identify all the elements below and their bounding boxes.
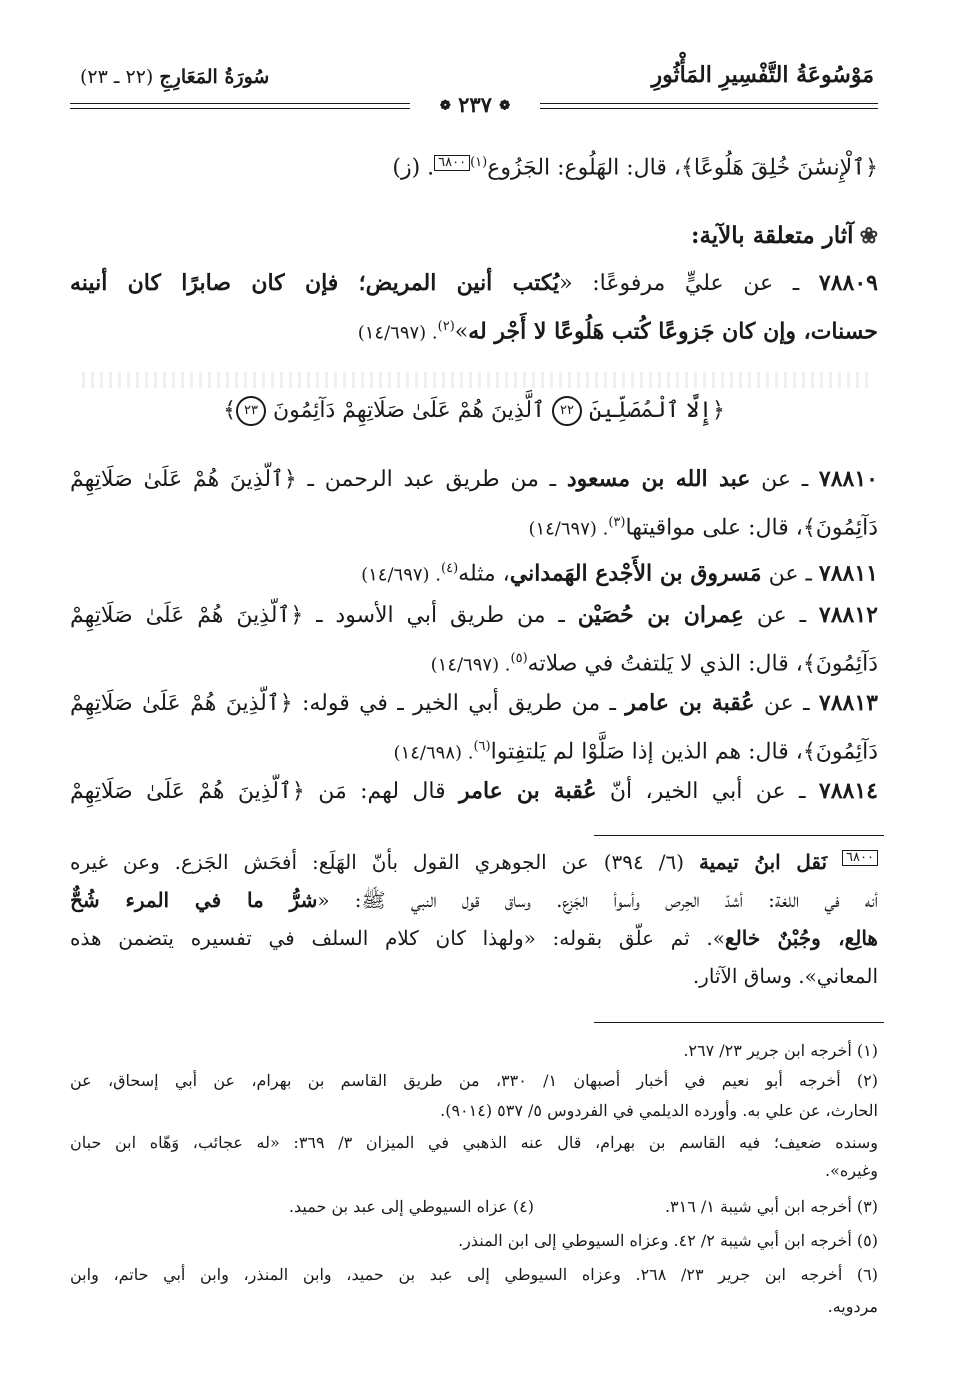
- footnote-3: (٣) أخرجه ابن أبي شيبة ١/ ٣١٦.: [664, 1197, 878, 1216]
- boxed-note-line1: [70, 846, 878, 879]
- section-heading: [691, 222, 878, 249]
- volume-reference: . (١٤/٦٩٧): [357, 322, 438, 344]
- entry-78813-line1: [70, 686, 878, 721]
- quran-verse: [70, 396, 878, 426]
- verse-number-marker: ٢٣: [236, 396, 266, 426]
- footnote-marker: (٦): [473, 739, 491, 754]
- entry-text: قال لهم: مَن ﴿ٱلَّذِينَ هُمْ عَلَىٰ صَلَاتِهِمْ: [70, 779, 460, 804]
- entry-78809-line1: [70, 266, 878, 301]
- entry-78810-line1: [70, 462, 878, 497]
- running-title-surah: [80, 66, 269, 88]
- narrator-name: عِمران بن حُصَيْن: [577, 602, 744, 628]
- entry-number: ٧٨٨١٣: [818, 690, 878, 716]
- narrator-name: عُقبة بن عامر: [625, 690, 755, 716]
- scan-noise: [82, 372, 872, 388]
- running-title-book: مَوْسُوعَةُ التَّفْسِيرِ المَأْثُورِ: [651, 62, 874, 88]
- footnote-4: (٤) عزاه السيوطي إلى عبد بن حميد.: [288, 1197, 534, 1216]
- footnote-6-line2: مردويه.: [827, 1297, 878, 1316]
- verse-text: ﴿إِلَّا ٱلْمُصَلِّينَ: [588, 398, 725, 423]
- ornament-icon: ❁: [439, 98, 451, 114]
- footnote-2-line4: وغيره».: [824, 1161, 878, 1180]
- entry-text: ـ عن عليٍّ مرفوعًا: «: [559, 271, 819, 296]
- footnote-marker: (٤): [441, 561, 459, 576]
- entry-text: ـ عن: [743, 603, 819, 628]
- boxed-note-line2: [70, 884, 878, 917]
- note-text: (٦/ ٣٩٤) عن الجوهري القول بأنّ الهَلَع: أفحَش الجَزع. وعن غيره: [70, 850, 699, 874]
- entry-78813-line2: [70, 730, 878, 770]
- entry-78812-line2: [70, 642, 878, 682]
- entry-text: ، مثله: [458, 561, 510, 587]
- entry-number: ٧٨٨٠٩: [818, 270, 878, 296]
- verse-range: (٢٢ ـ ٢٣): [80, 66, 154, 88]
- hadith-text: هالِع، وجُبْنٌ خالع: [725, 926, 878, 950]
- entry-text: دَآئِمُونَ﴾، قال: الذي لا يَلتفتُ في صلاته: [527, 651, 878, 677]
- entry-78811: [70, 552, 878, 592]
- page-number-value: ٢٣٧: [458, 92, 492, 117]
- entry-78814-line1: [70, 774, 878, 809]
- entry-text: ـ من طريق عبد الرحمن ـ ﴿ٱلَّذِينَ هُمْ عَلَىٰ صَلَاتِهِمْ: [70, 467, 567, 492]
- volume-reference: . (١٤/٦٩٨): [393, 742, 474, 764]
- surah-name: سُورَةُ المَعَارِجِ: [159, 66, 270, 88]
- entry-78809-line2: [70, 310, 878, 350]
- entry-78812-line1: [70, 598, 878, 633]
- narrator-name: عبد الله بن مسعود: [566, 466, 751, 492]
- volume-reference: . (١٤/٦٩٧): [430, 654, 511, 676]
- ornament-icon: ❁: [499, 98, 511, 114]
- entry-number: ٧٨٨١٤: [818, 778, 878, 804]
- note-box-number: ٦٨٠٠: [842, 850, 878, 866]
- footnote-marker: (١): [470, 155, 488, 170]
- page-number: [410, 90, 540, 120]
- footnote-marker: (٣): [608, 515, 626, 530]
- entry-text: ـ عن: [754, 691, 819, 716]
- boxed-note-line3: [70, 922, 878, 955]
- entry-number: ٧٨٨١١: [818, 560, 878, 587]
- entry-text: دَآئِمُونَ﴾، قال: على مواقيتها: [625, 515, 878, 541]
- hadith-text: حسنات، وإن كان جَزوعًا كُتب هَلُوعًا لا أَجْر له: [468, 318, 878, 345]
- entry-text: ـ من طريق أبي الأسود ـ ﴿ٱلَّذِينَ هُمْ عَلَىٰ صَلَاتِهِمْ: [70, 603, 578, 628]
- source-code: . (ز): [392, 155, 435, 181]
- scholar-name: نَقل ابنُ تيمية: [698, 850, 828, 874]
- entry-78810-line2: [70, 506, 878, 546]
- section-heading-text: آثار متعلقة بالآية:: [690, 222, 854, 249]
- hadith-text: يُكتب أنين المريض؛ فإن كان صابرًا كان أنينه: [70, 270, 560, 296]
- footnote-6-line1: (٦) أخرجه ابن جرير ٢٣/ ٢٦٨. وعزاه السيوطي إلى عبد بن حميد، وابن المنذر، وابن أبي حاتم، وابن: [70, 1265, 878, 1284]
- footnote-2-line2: الحارث، عن علي به. وأورده الديلمي في الفردوس ٥/ ٥٣٧ (٩٠١٤).: [440, 1101, 878, 1120]
- entry-text: ـ من طريق أبي الخير ـ في قوله: ﴿ٱلَّذِينَ هُمْ عَلَىٰ صَلَاتِهِمْ: [70, 691, 626, 716]
- note-text: ». ثم علّق بقوله: «ولهذا كان كلام السلف في تفسيره يتضمن هذه: [70, 926, 726, 950]
- boxed-note-line4: [70, 960, 878, 993]
- verse-close: ﴾: [223, 398, 236, 423]
- footnote-2-line1: (٢) أخرجه أبو نعيم في أخبار أصبهان ١/ ٣٣٠، من طريق القاسم بن بهرام، عن أبي إسحاق، عن: [70, 1071, 878, 1090]
- footnote-2-line3: وسنده ضعيف؛ فيه القاسم بن بهرام، قال عنه الذهبي في الميزان ٣/ ٣٦٩: «له عجائب، وَهّاه ابن حبان: [70, 1133, 878, 1152]
- note-text: أنه في اللغة: أشدّ الحِرص وأسوأ الجَزع. وساق قول النبي ﷺ: «: [317, 888, 878, 912]
- footnote-marker: (٥): [510, 651, 528, 666]
- entry-text: دَآئِمُونَ﴾، قال: هم الذين إذا صَلَّوْا لم يَلتفِتوا: [490, 739, 878, 765]
- note-box-number: ٦٨٠٠: [434, 155, 470, 171]
- entry-number: ٧٨٨١٠: [818, 466, 878, 492]
- volume-reference: . (١٤/٦٩٧): [528, 518, 609, 540]
- narrator-name: عُقبة بن عامر: [459, 778, 597, 804]
- entry-number: ٧٨٨١٢: [818, 602, 878, 628]
- verse-text: ٱلَّذِينَ هُمْ عَلَىٰ صَلَاتِهِمْ دَآئِمُونَ: [273, 398, 545, 423]
- entry-text: ـ عن: [761, 561, 819, 587]
- footnote-1: (١) أخرجه ابن جرير ٢٣/ ٢٦٧.: [683, 1041, 878, 1060]
- narrator-name: مَسروق بن الأَجْدع الهَمداني: [509, 560, 762, 587]
- quote-close: »: [454, 319, 469, 345]
- flower-icon: ❀: [859, 223, 878, 249]
- note-text: المعاني». وساق الآثار.: [692, 964, 878, 988]
- footnote-marker: (٢): [437, 319, 455, 334]
- footnote-5: (٥) أخرجه ابن أبي شيبة ٢/ ٤٢. وعزاه السيوطي إلى ابن المنذر.: [458, 1231, 878, 1250]
- note-separator: [594, 835, 884, 836]
- verse-number-marker: ٢٢: [552, 396, 582, 426]
- continuation-line: [70, 146, 878, 185]
- entry-text: ـ عن أبي الخير، أنّ: [596, 779, 819, 804]
- volume-reference: . (١٤/٦٩٧): [361, 564, 442, 586]
- hadith-text: شرُّ ما في المرء شُحٌّ: [70, 888, 318, 912]
- footnotes-separator: [594, 1022, 884, 1023]
- continuation-text: ﴿ٱلْإِنسَٰنَ خُلِقَ هَلُوعًا﴾، قال: الهَلُوع: الجَزُوع: [487, 155, 878, 181]
- entry-text: ـ عن: [750, 467, 819, 492]
